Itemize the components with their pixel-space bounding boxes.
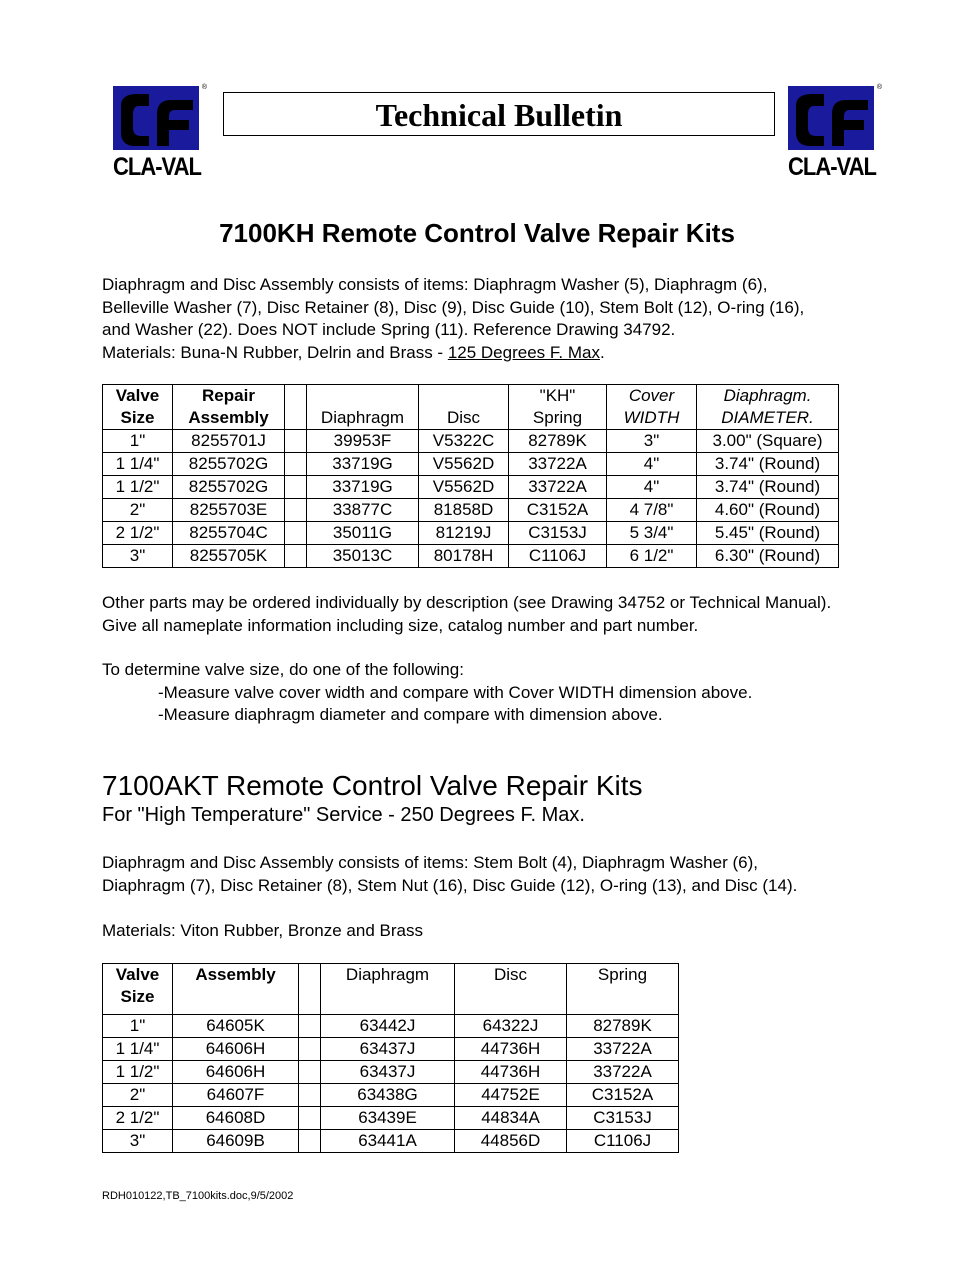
- column-header: [285, 385, 307, 430]
- table-cell: 81858D: [419, 499, 509, 522]
- table-row: [103, 499, 839, 522]
- column-header: [299, 964, 321, 1015]
- table-cell: 6.30" (Round): [697, 545, 839, 568]
- table-cell: [285, 453, 307, 476]
- table-cell: 44856D: [455, 1130, 567, 1153]
- table-cell: [285, 476, 307, 499]
- column-header: [567, 964, 679, 1015]
- cla-val-logo-left: [113, 84, 207, 181]
- table-cell: 64606H: [173, 1038, 299, 1061]
- column-header: [697, 385, 839, 430]
- header-line: [571, 986, 674, 1008]
- header-line: Size: [120, 408, 155, 427]
- section1-description: [102, 274, 804, 364]
- table-cell: 1 1/4": [103, 1038, 173, 1061]
- table-row: [103, 476, 839, 499]
- bulletin-title: Technical Bulletin: [375, 97, 623, 133]
- section2-subtitle: For "High Temperature" Service - 250 Degrees F. Max.: [102, 804, 585, 826]
- table-cell: 63442J: [321, 1015, 455, 1038]
- header-line: Diaphragm: [320, 408, 405, 427]
- table-cell: 3": [103, 1130, 173, 1153]
- table-cell: [299, 1084, 321, 1107]
- table-cell: 3.74" (Round): [697, 476, 839, 499]
- table-cell: 44736H: [455, 1038, 567, 1061]
- header-line: Repair: [202, 386, 255, 405]
- header-line: [289, 407, 302, 429]
- determine-intro: To determine valve size, do one of the following:: [102, 660, 464, 679]
- table-cell: [285, 430, 307, 453]
- table-cell: 3.00" (Square): [697, 430, 839, 453]
- column-header: [173, 385, 285, 430]
- table-cell: 35011G: [307, 522, 419, 545]
- other-parts-note: [102, 592, 831, 637]
- table-cell: [285, 522, 307, 545]
- table-cell: 63441A: [321, 1130, 455, 1153]
- header-line: [303, 964, 316, 986]
- brand-name: CLA-VAL: [788, 152, 876, 181]
- table-cell: [285, 545, 307, 568]
- table-cell: 8255703E: [173, 499, 285, 522]
- bulletin-title-box: [223, 92, 775, 136]
- header-line: Valve: [115, 386, 160, 405]
- header-line: [423, 385, 504, 407]
- column-header: [307, 385, 419, 430]
- determine-size-instructions: [102, 659, 752, 727]
- table-cell: 2": [103, 1084, 173, 1107]
- table-cell: C3153J: [509, 522, 607, 545]
- header-line: Assembly: [188, 408, 269, 427]
- table-cell: 82789K: [509, 430, 607, 453]
- cla-val-mark-icon: [113, 86, 199, 150]
- table-cell: C1106J: [509, 545, 607, 568]
- table-cell: 44752E: [455, 1084, 567, 1107]
- note-line: Other parts may be ordered individually by description (see Drawing 34752 or Technical Manual).: [102, 593, 832, 612]
- table-cell: 33722A: [509, 476, 607, 499]
- brand-name: CLA-VAL: [113, 152, 201, 181]
- table-cell: 4 7/8": [607, 499, 697, 522]
- header-line: [303, 986, 316, 1008]
- temperature-limit: 125 Degrees F. Max: [447, 342, 600, 362]
- table-cell: 44736H: [455, 1061, 567, 1084]
- column-header: [509, 385, 607, 430]
- materials-line: [102, 342, 804, 365]
- header-line: [311, 385, 414, 407]
- table-cell: 4.60" (Round): [697, 499, 839, 522]
- table-cell: 3": [103, 545, 173, 568]
- table-cell: 6 1/2": [607, 545, 697, 568]
- header-line: Spring: [532, 408, 583, 427]
- table-cell: 33877C: [307, 499, 419, 522]
- determine-step: -Measure diaphragm diameter and compare with dimension above.: [158, 705, 663, 724]
- table-cell: 64607F: [173, 1084, 299, 1107]
- column-header: [103, 385, 173, 430]
- table-cell: 8255702G: [173, 476, 285, 499]
- table-cell: C3152A: [509, 499, 607, 522]
- table-cell: [299, 1015, 321, 1038]
- header-line: Diaphragm.: [723, 386, 812, 405]
- header-line: Disc: [493, 965, 528, 984]
- table-row: [103, 453, 839, 476]
- header-line: [289, 385, 302, 407]
- column-header: [419, 385, 509, 430]
- akt-repair-kit-table: [102, 963, 679, 1153]
- table-cell: 63437J: [321, 1061, 455, 1084]
- table-cell: 4": [607, 453, 697, 476]
- column-header: [455, 964, 567, 1015]
- table-row: [103, 1107, 679, 1130]
- table-cell: 3": [607, 430, 697, 453]
- note-line: Give all nameplate information including size, catalog number and part number.: [102, 615, 699, 635]
- table-cell: [285, 499, 307, 522]
- table-cell: C3152A: [567, 1084, 679, 1107]
- column-header: [103, 964, 173, 1015]
- table-cell: 64608D: [173, 1107, 299, 1130]
- table-cell: 1 1/4": [103, 453, 173, 476]
- column-header: [321, 964, 455, 1015]
- table-cell: 1": [103, 430, 173, 453]
- desc-line: Diaphragm and Disc Assembly consists of items: Diaphragm Washer (5), Diaphragm (6),: [102, 275, 768, 294]
- table-cell: [299, 1061, 321, 1084]
- desc-line: Diaphragm (7), Disc Retainer (8), Stem Nut (16), Disc Guide (12), O-ring (13), and Disc (14).: [102, 875, 798, 895]
- table-cell: 35013C: [307, 545, 419, 568]
- table-cell: [299, 1038, 321, 1061]
- table-cell: 8255701J: [173, 430, 285, 453]
- column-header: [607, 385, 697, 430]
- registered-mark: ®: [201, 84, 207, 91]
- table-cell: 44834A: [455, 1107, 567, 1130]
- table-cell: V5562D: [419, 453, 509, 476]
- table-cell: 1": [103, 1015, 173, 1038]
- table-cell: 64606H: [173, 1061, 299, 1084]
- header-line: Valve: [115, 965, 160, 984]
- desc-line: and Washer (22). Does NOT include Spring (11). Reference Drawing 34792.: [102, 320, 676, 339]
- column-header: [173, 964, 299, 1015]
- kh-repair-kit-table: [102, 384, 839, 568]
- materials-prefix: Materials: Buna-N Rubber, Delrin and Brass -: [102, 342, 448, 362]
- table-cell: 5 3/4": [607, 522, 697, 545]
- header-line: DIAMETER.: [721, 408, 814, 427]
- header-line: Disc: [446, 408, 481, 427]
- table-cell: 33719G: [307, 453, 419, 476]
- table-cell: 33722A: [567, 1038, 679, 1061]
- table-cell: 2 1/2": [103, 522, 173, 545]
- cla-val-logo-right: [788, 84, 882, 181]
- header-line: "KH": [539, 386, 576, 405]
- table-header-row: [103, 385, 839, 430]
- header-line: Size: [120, 987, 155, 1006]
- table-cell: 1 1/2": [103, 1061, 173, 1084]
- table-cell: 2": [103, 499, 173, 522]
- determine-step: -Measure valve cover width and compare with Cover WIDTH dimension above.: [158, 682, 753, 702]
- table-row: [103, 545, 839, 568]
- table-cell: C3153J: [567, 1107, 679, 1130]
- table-cell: 2 1/2": [103, 1107, 173, 1130]
- header-line: Cover: [628, 386, 675, 405]
- table-cell: 4": [607, 476, 697, 499]
- table-row: [103, 522, 839, 545]
- table-cell: 33719G: [307, 476, 419, 499]
- table-cell: 1 1/2": [103, 476, 173, 499]
- table-cell: 64609B: [173, 1130, 299, 1153]
- table-cell: V5322C: [419, 430, 509, 453]
- table-cell: V5562D: [419, 476, 509, 499]
- table-cell: 8255702G: [173, 453, 285, 476]
- table-cell: [299, 1107, 321, 1130]
- table-cell: 64605K: [173, 1015, 299, 1038]
- materials-suffix: .: [599, 342, 605, 362]
- table-cell: 33722A: [567, 1061, 679, 1084]
- desc-line: Belleville Washer (7), Disc Retainer (8), Disc (9), Disc Guide (10), Stem Bolt (12), O-ring (16),: [102, 297, 805, 317]
- table-cell: 5.45" (Round): [697, 522, 839, 545]
- table-cell: 63439E: [321, 1107, 455, 1130]
- header-line: [459, 986, 562, 1008]
- table-cell: 39953F: [307, 430, 419, 453]
- table-cell: 82789K: [567, 1015, 679, 1038]
- header-line: [177, 986, 294, 1008]
- section2-description: [102, 852, 797, 897]
- section2-title: 7100AKT Remote Control Valve Repair Kits: [102, 770, 643, 801]
- header-line: Diaphragm: [345, 965, 430, 984]
- desc-line: Diaphragm and Disc Assembly consists of items: Stem Bolt (4), Diaphragm Washer (6),: [102, 853, 758, 872]
- table-cell: 64322J: [455, 1015, 567, 1038]
- table-cell: 63437J: [321, 1038, 455, 1061]
- table-cell: 63438G: [321, 1084, 455, 1107]
- table-row: [103, 1061, 679, 1084]
- table-cell: 8255704C: [173, 522, 285, 545]
- table-row: [103, 1130, 679, 1153]
- cla-val-mark-icon: [788, 86, 874, 150]
- table-cell: [299, 1130, 321, 1153]
- table-row: [103, 1084, 679, 1107]
- header-line: Assembly: [195, 965, 276, 984]
- table-row: [103, 430, 839, 453]
- table-cell: C1106J: [567, 1130, 679, 1153]
- table-cell: 8255705K: [173, 545, 285, 568]
- header-line: WIDTH: [623, 408, 680, 427]
- table-row: [103, 1038, 679, 1061]
- table-cell: 33722A: [509, 453, 607, 476]
- table-cell: 3.74" (Round): [697, 453, 839, 476]
- table-cell: 80178H: [419, 545, 509, 568]
- document-reference: RDH010122,TB_7100kits.doc,9/5/2002: [102, 1190, 294, 1202]
- table-header-row: [103, 964, 679, 1015]
- section2-materials: Materials: Viton Rubber, Bronze and Brass: [102, 921, 423, 940]
- table-row: [103, 1015, 679, 1038]
- header-line: [325, 986, 450, 1008]
- section1-title: 7100KH Remote Control Valve Repair Kits: [219, 218, 735, 248]
- registered-mark: ®: [876, 84, 882, 91]
- table-cell: 81219J: [419, 522, 509, 545]
- header-line: Spring: [597, 965, 648, 984]
